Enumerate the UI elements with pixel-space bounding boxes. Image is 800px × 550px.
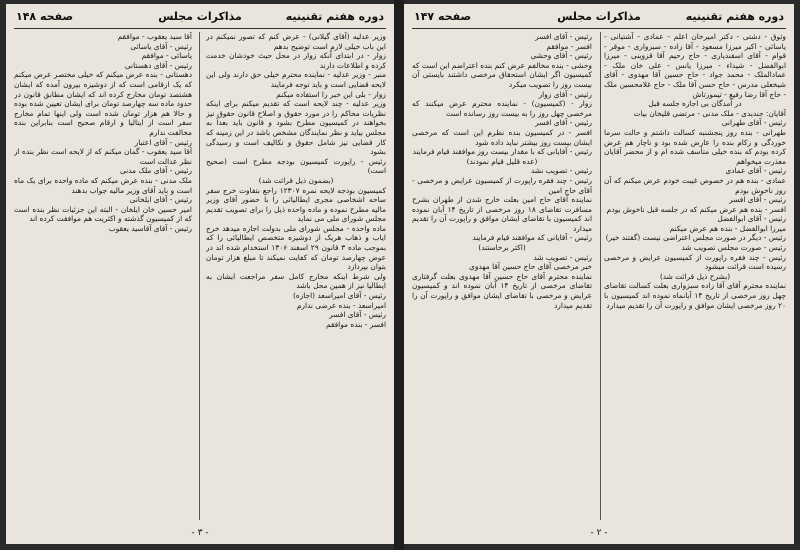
- paragraph: رئیس - آقای طهرانی: [721, 118, 786, 128]
- left-page-footer-number: - ۳ -: [191, 528, 209, 538]
- paragraph: افسر - بنده موافقم: [325, 319, 386, 329]
- paragraph: کمیسیون بودجه لایحه نمره ۱۲۳۰۷ راجع بتفاوت خرج سفر ساحه اشخاصی مجری ایطالیائی را با حضور آقای وزیر مالیه مطرح نموده و ماده واحده ذیل را برای تصویب تقدیم مجلس شورای ملی می نماید: [206, 185, 386, 224]
- paragraph: رئیس - آقای آقاسید یعقوب: [108, 223, 192, 233]
- paragraph: آقایان: جندیدی - ملک مدنی - مرتضی قلیخان بیات: [633, 108, 786, 118]
- paragraph: ولی شرط اینکه مخارج کامل سفر مراجعت ایشان به ایطالیا نیز از همین محل باشد: [206, 271, 386, 291]
- paragraph: رئیس - آقای یاسائی: [130, 41, 192, 51]
- paragraph: رئیس - آقای دهستانی: [124, 60, 192, 70]
- right-column-divider: [600, 32, 601, 520]
- right-header-rule: [412, 28, 786, 29]
- right-page-left-column: [412, 32, 592, 520]
- paragraph: (اکثر برخاستند): [478, 243, 526, 253]
- paragraph: آقا سید یعقوب - موافقم: [117, 32, 192, 41]
- left-header-rule: [14, 28, 386, 29]
- paragraph: رئیس - آقای ابوالفضل: [717, 214, 786, 224]
- left-page: [6, 4, 394, 544]
- left-page-right-column: [206, 32, 386, 520]
- paragraph: رئیس - تصویب نشد: [530, 166, 592, 176]
- book-gutter: [394, 0, 404, 550]
- paragraph: خبر مرخصی آقای حاج حسین آقا مهدوی: [469, 262, 592, 272]
- paragraph: رئیس - راپورت کمیسیون بودجه مطرح است (صحیح است): [206, 156, 386, 176]
- right-page-header: [414, 10, 784, 26]
- paragraph: زوار - بلی این خبر را استفاده میکنم: [276, 89, 386, 99]
- paragraph: طهرانی - بنده روز پنجشنبه کسالت داشتم و حالت سرما خوردگی و زکام بنده را عارض شده بود و ناچار هم عرض کرده بودم که بنده خیلی متأسف شده ام و از محضر آقایان معذرت میخواهم: [604, 127, 786, 166]
- paragraph: آقا سید یعقوب - گمان میکنم که از لایحه است نظر بنده از نظر عدالت است: [14, 147, 192, 166]
- paragraph: (بشرح ذیل قرائت شد): [659, 271, 731, 281]
- paragraph: رئیس - آقای عمادی: [725, 166, 786, 176]
- paragraph: دهستانی - بنده عرض میکنم که خیلی مختصر عرض میکنم که یک ارقامی است که از دوشیزه بیرون آمده که ایشان هشتصد تومان مخارج کرده اند که ایشان مطابق قانون در حدود ماده سه چهارصد تومان برای ایشان تعیین شده بوده و حالا هم هزار تومان شده است ولی اینها تمام مخارج سفر است از ایتالیا و ارقام صحیح است بنابراین بنده مخالفت ندارم: [14, 70, 192, 137]
- left-page-number-label: صفحه ۱۴۸: [16, 10, 74, 23]
- paragraph: رئیس - آقایانی که با مقدار بیست روز موافقند قیام فرمایند: [412, 147, 592, 157]
- paragraph: رئیس - آقای زوار: [538, 89, 592, 99]
- paragraph: افسر - در کمیسیون بنده نظرم این است که مرخصی ایشان بیست روز بیشتر نباید داده شود: [412, 127, 592, 147]
- left-page-header: [16, 10, 384, 26]
- right-page-number-label: صفحه ۱۴۷: [414, 10, 472, 23]
- paragraph: رئیس - دیگر در صورت مجلس اعتراضی نیست (گفتند خیر): [605, 233, 786, 243]
- paragraph: زوار - (کمیسیون) - نماینده محترم عرض میکنند که مرخصی چهل روز را به بیست روز رسانده است: [412, 99, 592, 118]
- paragraph: رئیس - آقای امیراسعد (اجازه): [292, 291, 386, 301]
- paragraph: نماینده آقای حاج امین بعلت خارج شدن از طهران بشرح مسافرت تقاضای ۱۸ روز مرخصی از تاریخ ۱۴ آبان نموده اند کمیسیون با تقاضای ایشان موافق و راپورت آن را تقدیم میدارد: [412, 195, 592, 233]
- left-column-divider: [199, 32, 200, 520]
- right-page-session: دوره هفتم تقنینیه: [685, 10, 784, 23]
- paragraph: رئیس - چند فقره راپورت از کمیسیون عرایض و مرخصی رسیده است قرائت میشود: [604, 252, 786, 272]
- right-page-right-column: [604, 32, 786, 520]
- paragraph: (عده قلیل قیام نمودند): [466, 156, 538, 166]
- paragraph: عمادی - بنده هم در خصوص غیبت خودم عرض میکنم که آن روز ناخوش بودم: [604, 175, 786, 195]
- left-page-left-column: [14, 32, 192, 520]
- paragraph: رئیس - آقایانی که موافقند قیام فرمایند: [472, 233, 592, 243]
- section-heading: در آمدگان بی اجازه جلسه قبل: [648, 99, 742, 109]
- paragraph: رئیس - آقای ایلخانی: [129, 195, 192, 205]
- paragraph: یاسائی - موافقم: [141, 51, 192, 61]
- paragraph: ماده واحده - مجلس شورای ملی بدولت اجازه میدهد خرج ایاب و ذهاب هریک از دوشیزه متخصص ایطالیائی را که بموجب ماده ۳ قانون ۲۹ اسفند ۱۳۰۶ استخدام شده اند در عوض چهارصد تومان که کفایت نمیکند تا مبلغ هزار تومان بتوان بپردازد: [206, 223, 386, 272]
- paragraph: رئیس - تصویب شد: [533, 252, 592, 262]
- paragraph: نماینده محترم آقای حاج حسین آقا مهدوی بعلت گرفتاری تقاضای مرخصی از تاریخ ۱۴ آبان نموده اند و کمیسیون عرایض و مرخصی با تقاضای ایشان موافق و راپورت آن را تقدیم میدارد: [412, 271, 592, 310]
- paragraph: زوار - در ابتدای آنکه زوار در محل حیث خودشان خدمت کرده و اطلاعات دارند: [206, 51, 386, 70]
- paragraph: رئیس - آقای ملک مدنی: [119, 166, 192, 176]
- paragraph: وحشی - بنده مخالفم عرض کنم بنده اعتراضم این است که کمیسیون اگر ایشان استحقاق مرخصی داشتند بایستی آن بیست روز را تصویب میکرد: [412, 60, 592, 89]
- paragraph: افسر - موافقم: [546, 41, 592, 51]
- paragraph: رئیس - آقای افسر: [729, 195, 786, 205]
- left-page-title: مذاکرات مجلس: [158, 10, 242, 23]
- paragraph: رئیس - آقای افسر: [535, 32, 592, 41]
- paragraph: نماینده محترم آقای آقا زاده سبزواری بعلت کسالت تقاضای چهل روز مرخصی از تاریخ ۱۴ آبانماه نموده اند کمیسیون با ۲۰ روز مرخصی ایشان موافق و راپورت آن را تقدیم میدارد: [604, 281, 786, 310]
- right-page: [404, 4, 794, 544]
- paragraph: وزیر عدلیه (آقای گیلانی) - عرض کنم که تصور نمیکنم در این باب خیلی لازم است توضیح بدهم: [206, 32, 386, 51]
- paragraph: ملک مدنی - بنده عرض میکنم که ماده واحده برای یک ماه است و باید آقای وزیر مالیه جواب بدهند: [14, 175, 192, 195]
- right-page-footer-number: - ۲ -: [590, 528, 608, 538]
- paragraph: رئیس - آقای افسر: [329, 310, 386, 320]
- paragraph: منبر - وزیر عدلیه - نماینده محترم خیلی حق دارند ولی این لایحه قضایی است و باید توجه فرمایند: [206, 70, 386, 89]
- paragraph: وزیر عدلیه - چند لایحه است که تقدیم میکنم برای اینکه نظریات محاکم را در مورد حقوق و اصلاح قانون حقوق نیز بخواهند در کمیسیون مطرح بشود و قانون باید بعداً به مجلس بیاید و نظر نمایندگان مشخص باشد در این زمینه که کار قضایی نیز شامل حقوق و تکالیف است و رسیدگی بشود: [206, 99, 386, 157]
- paragraph: رئیس - آقای اعتبار: [134, 137, 192, 147]
- paragraph: رئیس - چند فقره راپورت از کمیسیون عرایض و مرخصی - آقای حاج امین: [412, 175, 592, 195]
- paragraph: امیر حسین خان ایلخان - البته این جزئیات نظر بنده است که از کمیسیون گذشته و اکثریت هم موافقت کرده اند: [14, 204, 192, 224]
- paragraph: افسر - بنده هم عرض میکنم که در جلسه قبل ناخوش بودم: [606, 204, 786, 214]
- paragraph: امیراسعد - بنده عرضی ندارم: [296, 300, 386, 310]
- paragraph: رئیس - آقای افسر: [535, 118, 592, 128]
- right-page-title: مذاکرات مجلس: [557, 10, 641, 23]
- paragraph: (بضمون ذیل قرائت شد): [258, 175, 334, 185]
- paragraph: میرزا ابوالفضل - بنده هم عرض میکنم: [669, 223, 786, 233]
- paragraph: رئیس - صورت مجلس تصویب شد: [681, 243, 786, 253]
- paragraph: رئیس - آقای وحشی: [530, 51, 592, 61]
- left-page-session: دوره هفتم تقنینیه: [285, 10, 384, 23]
- paragraph: وثوق - دشتی - دکتر امیرخان اعلم - عمادی - آشتیانی - یاسائی - اکبر میرزا مسعود - آقا زاده - سبزواری - موقر - قوام - آقای اسفندیاری - حاج رحیم آقا قزوینی - میرزا ابوالفضل - شیداء - میرزا یانس - علی خان ملک - عمادالملک - محمد جواد - حاج حسین آقا مهدوی - آقای شیخعلی مدرس - حاج حسن آقا ملک - حاج غلامحسین ملک - حاج آقا رضا رفیع - تیمورتاش: [604, 32, 786, 99]
